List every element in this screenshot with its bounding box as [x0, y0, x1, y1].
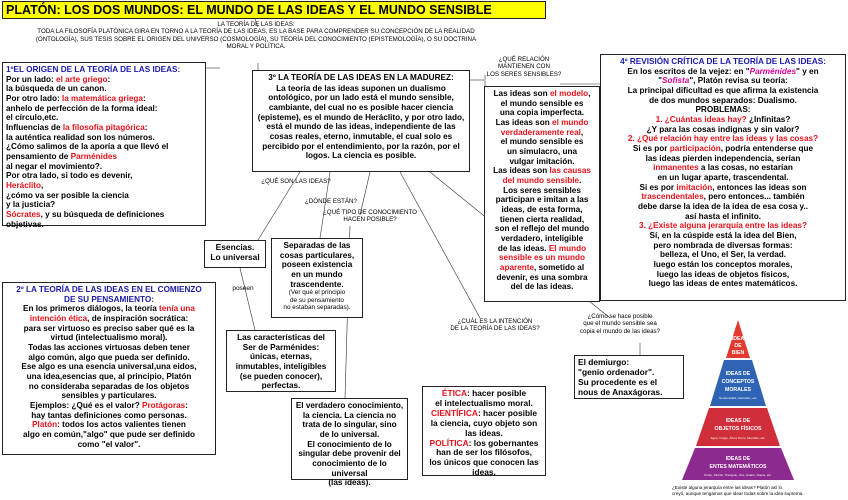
- text-line: Las ideas son: [493, 89, 550, 98]
- text-line: Parménides: [70, 152, 118, 162]
- text-line: a las cosas, no estarían: [698, 163, 793, 173]
- origen-line: y la justicia?: [6, 200, 56, 210]
- text-line: intención ética: [29, 314, 88, 324]
- text-line: Si es por: [639, 182, 677, 192]
- text-line: pensamiento de: [6, 152, 71, 162]
- text-line: el mundo: [552, 118, 589, 128]
- text-line: El mundo: [548, 243, 587, 253]
- text-line: Su procedente es el: [578, 376, 658, 387]
- pyramid-text: MORALES: [725, 387, 751, 393]
- text-line: Separadas de las: [283, 241, 351, 250]
- demiurgo-box: [574, 355, 684, 399]
- text-line: Sofista: [662, 76, 690, 86]
- text-line: , entonces las ideas son: [712, 182, 807, 192]
- madurez-body: La teoría de las ideas suponen un dualismo ontológico, por un lado está el mundo sensible, cambiante, del cual no es posible hacer ciencia (episteme), es el mundo de Heráclito, y por otro lado, está el mundo de las ideas, independiente de las cosas reales, eterno, inmutable, el cual solo es percibido por el entendimiento, por la razón, por el logos. La ciencia es posible.: [257, 83, 465, 161]
- text-line: : hacer posible: [477, 407, 538, 418]
- text-line: " y en: [796, 66, 819, 76]
- pyramid-text: Generosidad, Honradez, etc.: [718, 396, 758, 400]
- text-line: sensible es un mundo: [499, 253, 585, 263]
- text-line: Esencias.: [215, 242, 255, 252]
- text-line: 2º LA TEORÍA DE LAS IDEAS EN EL COMIENZO: [16, 285, 202, 294]
- text-line: trascendente.: [290, 279, 344, 289]
- text-line: Platón: [32, 420, 58, 430]
- pyramid-caption: creyó, aunque tengamos que idear todas sobre la idea suprema.: [672, 491, 804, 496]
- madurez-heading: 3º LA TEORÍA DE LAS IDEAS EN LA MADUREZ:: [268, 73, 454, 82]
- text-line: ¿Infinitas?: [746, 115, 791, 125]
- pyramid-text: BIEN: [731, 350, 745, 356]
- text-line: ¿CUÁL ES LA INTENCIÓN: [457, 318, 533, 325]
- text-line: 2. ¿Qué relación hay entre las ideas y las cosas?: [627, 134, 819, 144]
- text-line: :: [144, 123, 148, 133]
- text-line: copia el mundo de las ideas?: [579, 327, 661, 335]
- origen-line: [6, 181, 202, 191]
- origen-line: [6, 152, 202, 162]
- text-line: en un lugar aparte, trascendental.: [657, 173, 789, 183]
- text-line: ,: [580, 127, 584, 137]
- esencias-box: [204, 240, 266, 268]
- text-line: luego las ideas de entes matemáticos.: [648, 279, 798, 289]
- text-line: ,: [41, 181, 44, 191]
- note-intencion: [440, 318, 550, 333]
- text-line: LOS SERES SENSIBLES?: [486, 70, 562, 78]
- text-line: ,: [588, 89, 591, 98]
- text-line: : los gobernantes: [468, 437, 539, 448]
- pyramid-text: IDEAS DE: [725, 418, 751, 424]
- text-line: En los escritos de la vejez: en ": [627, 66, 750, 76]
- text-line: virtud (intelectualismo moral).: [50, 333, 168, 343]
- text-line: "genio ordenador".: [578, 366, 655, 377]
- text-line: ¿QUÉ TIPO DE CONOCIMIENTO: [323, 209, 417, 216]
- comienzo-box: [2, 282, 216, 455]
- text-line: para ser virtuoso es preciso saber qué es la: [23, 323, 195, 333]
- note-que-son: ¿QUÉ SON LAS IDEAS?: [261, 178, 331, 185]
- text-line: así hasta el infinito.: [685, 211, 761, 221]
- text-line: Ser de Parménides:: [242, 342, 320, 352]
- origen-line: el círculo,etc.: [6, 113, 59, 123]
- origen-line: Por otra lado, si todo es devenir,: [6, 171, 133, 181]
- madurez-box: [252, 70, 470, 172]
- text-line: ideas, de esta forma,: [501, 205, 583, 215]
- text-line: los únicos que conocen las: [429, 457, 539, 468]
- text-line: Por otro lado:: [6, 94, 62, 104]
- separadas-box: [271, 238, 363, 318]
- origen-line: [6, 210, 202, 229]
- text-line: no consideraba separadas de los objetos: [28, 381, 190, 391]
- text-line: , pero entonces... también: [703, 192, 805, 202]
- text-line: El demiurgo:: [578, 357, 630, 367]
- text-line: Los seres sensibles: [503, 185, 581, 195]
- text-line: luego están los conceptos morales,: [653, 260, 793, 270]
- text-line: las causas: [549, 166, 591, 176]
- text-line: (las ideas).: [328, 478, 371, 488]
- intro-line-2: TODA LA FILOSOFÍA PLATÓNICA GIRA EN TORNO A LA TEORÍA DE LAS IDEAS, ES LA BASE PARA COMPRENDER SU CONCEPCIÓN DE LA REALIDAD: [37, 28, 475, 36]
- text-line: la filosofía pitagórica: [62, 123, 145, 133]
- text-line: Por un lado:: [6, 74, 57, 84]
- text-line: , podría entenderse que: [720, 144, 814, 154]
- text-line: inmanentes: [653, 163, 699, 173]
- text-line: imitación: [676, 182, 713, 192]
- text-line: En los primeros diálogos, la teoría: [23, 304, 160, 314]
- text-line: pero nombrada de diversas formas:: [653, 240, 793, 250]
- text-line: que el mundo sensible sea: [583, 320, 657, 328]
- text-line: El conocimiento de lo: [307, 439, 392, 449]
- pyramid-text: Punto, Circulo, Triángulo, Uno, Cuatro, Nueve, etc.: [704, 473, 772, 477]
- text-line: no estaban separadas).: [283, 304, 351, 312]
- note-donde: ¿DÓNDE ESTÁN?: [305, 198, 357, 205]
- text-line: cosas particulares,: [279, 250, 355, 260]
- text-line: verdadero, inteligible: [500, 234, 584, 244]
- text-line: : todos los actos valientes tienen: [57, 420, 186, 430]
- caracteristicas-box: [226, 330, 336, 392]
- text-line: 1. ¿Cuántas ideas hay?: [655, 115, 747, 125]
- origen-line: ¿Cómo salimos de la aporía a que llevó el: [6, 142, 169, 152]
- text-line: singular debe provenir del: [298, 449, 401, 459]
- text-line: Influencias de: [6, 123, 63, 133]
- text-line: HACEN POSIBLE?: [343, 216, 397, 224]
- text-line: 3. ¿Existe alguna jerarquía entre las ideas?: [639, 221, 807, 231]
- text-line: la ciencia, cuyo objeto son: [430, 417, 538, 428]
- text-line: han de ser los filósofos,: [436, 447, 532, 458]
- text-line: ": [658, 76, 663, 86]
- text-line: una copia imperfecta.: [499, 108, 585, 118]
- conocimiento-box: [291, 398, 408, 488]
- text-line: , sometido al: [534, 263, 585, 273]
- origen-line: [6, 123, 202, 133]
- text-line: DE LA TEORÍA DE LAS IDEAS?: [450, 325, 540, 333]
- text-line: nous de Anaxágoras.: [578, 386, 663, 397]
- pyramid-caption: ¿Existe alguna jerarquía entre las ideas? Platón así lo: [672, 485, 783, 490]
- text-line: MANTIENEN CON: [498, 63, 550, 71]
- text-line: ideas.: [472, 467, 496, 478]
- text-line: tienen cierta realidad,: [499, 214, 585, 224]
- text-line: de dos mundos separados: Dualismo.: [649, 95, 797, 105]
- text-line: , de inspiración socrática:: [87, 314, 189, 324]
- text-line: CIENTÍFICA: [430, 407, 478, 418]
- text-line: :: [142, 94, 146, 104]
- text-line: Parménides: [749, 66, 797, 76]
- text-line: las ideas.: [465, 427, 503, 438]
- text-line: vulgar imitación.: [509, 156, 575, 166]
- text-line: , y su búsqueda de definiciones objetivas.: [6, 210, 165, 229]
- text-line: únicas, eternas,: [250, 352, 312, 362]
- text-line: ", Platón revisa su teoría:: [689, 76, 788, 86]
- text-line: Lo universal: [210, 251, 260, 262]
- text-line: devenir, es una sombra: [496, 272, 588, 282]
- origen-line: al negar el movimiento?.: [6, 161, 102, 171]
- intro-line-1: LA TEORÍA DE LAS IDEAS:: [217, 21, 295, 28]
- origen-heading: 1ºEL ORIGEN DE LA TEORÍA DE LAS IDEAS:: [6, 65, 181, 74]
- text-line: Sócrates: [6, 210, 41, 220]
- text-line: :: [107, 74, 111, 84]
- text-line: DE SU PENSAMIENTO:: [64, 294, 154, 304]
- text-line: Heráclito: [6, 181, 42, 191]
- origen-line: [6, 94, 202, 104]
- origen-line: la búsqueda de un canon.: [6, 84, 107, 94]
- text-line: de lo universal.: [319, 430, 380, 440]
- text-line: POLÍTICA: [429, 437, 469, 448]
- origen-line: [6, 75, 202, 85]
- pyramid-text: DE: [734, 343, 742, 349]
- text-line: aparente: [499, 263, 535, 273]
- pyramid-text: Agua, Fuego, Árbol, Perro, Montaña, etc.: [710, 436, 766, 440]
- text-line: de su pensamiento: [289, 296, 344, 304]
- intencion-box: [422, 386, 546, 476]
- text-line: ¿Y para las cosas indignas y sin valor?: [646, 124, 800, 134]
- text-line: trata de lo singular, sino: [302, 420, 397, 430]
- pyramid-text: ENTES MATEMÁTICOS: [709, 464, 767, 470]
- origen-line: ¿cómo va ser posible la ciencia: [6, 190, 129, 200]
- text-line: conocimiento de lo universal: [312, 459, 387, 478]
- text-line: Las características del: [237, 333, 325, 342]
- intro-line-4: MORAL Y POLÍTICA.: [226, 43, 286, 51]
- intro-line-3: (ONTOLOGÍA), SUS TESIS SOBRE EL ORIGEN DEL UNIVERSO (COSMOLOGÍA), SU TEORÍA DEL CONOCIMIENTO (EPISTEMOLOGÍA), O SU DOCTRINA: [35, 35, 477, 43]
- pyramid-text: OBJETOS FÍSICOS: [714, 426, 762, 432]
- pyramid-text: IDEA: [731, 336, 745, 342]
- text-line: debe darse la idea de la idea de esa cosa y..: [637, 202, 809, 212]
- text-line: Todas las acciones virtuosas deben tener: [28, 343, 190, 353]
- text-line: belleza, el Uno, el Ser, la verdad.: [659, 250, 787, 260]
- text-line: del mundo sensible: [502, 176, 580, 186]
- text-line: la matemática griega: [61, 94, 143, 104]
- text-line: ¿QUÉ RELACIÓN: [498, 56, 550, 63]
- text-line: Protágoras: [141, 401, 186, 411]
- text-line: trascendentales: [641, 192, 704, 202]
- text-line: el intelectualismo moral.: [435, 397, 533, 408]
- text-line: algo en común,"algo" que pude ser definido: [23, 430, 195, 440]
- relacion-box: [484, 86, 600, 302]
- text-line: tenía una: [159, 304, 195, 314]
- note-posible: [570, 313, 670, 335]
- text-line: Sí, en la cúspide está la idea del Bien,: [649, 231, 797, 241]
- ideas-pyramid: [670, 318, 845, 498]
- text-line: del de las ideas.: [510, 282, 574, 292]
- text-line: Las ideas son: [495, 118, 553, 128]
- text-line: .: [579, 176, 582, 186]
- text-line: El verdadero conocimiento,: [295, 401, 404, 410]
- text-line: la ciencia. La ciencia no: [302, 410, 397, 420]
- text-line: como "el valor".: [77, 439, 141, 449]
- text-line: un simulacro, una: [506, 147, 578, 157]
- text-line: Si es por: [632, 144, 670, 154]
- text-line: Ejemplos: ¿Qué es el valor?: [30, 401, 142, 411]
- text-line: perfectas.: [261, 381, 301, 391]
- text-line: en un mundo: [291, 270, 343, 280]
- intro-note: [6, 21, 506, 51]
- text-line: : hacer posible: [467, 388, 527, 398]
- pyramid-text: IDEAS DE: [725, 371, 751, 377]
- origen-line: anhelo de perfección de la forma ideal:: [6, 103, 158, 113]
- relacion-note: [484, 56, 564, 78]
- text-line: (Ver qué el principio: [288, 289, 346, 297]
- text-line: ÉTICA: [441, 388, 467, 398]
- text-line: el modelo: [549, 89, 589, 98]
- page-title: PLATÓN: LOS DOS MUNDOS: EL MUNDO DE LAS IDEAS Y EL MUNDO SENSIBLE: [2, 1, 546, 19]
- text-line: sensibles y particulares.: [61, 391, 157, 401]
- text-line: verdaderamente real: [500, 127, 581, 137]
- pyramid-text: CONCEPTOS: [721, 379, 755, 385]
- origen-box: [2, 62, 206, 229]
- text-line: Las ideas son: [493, 166, 550, 176]
- text-line: el arte griego: [56, 74, 108, 84]
- text-line: una idea,esencias que, al principio, Platón: [26, 372, 192, 382]
- text-line: participan e imitan a las: [495, 195, 589, 205]
- revision-heading: 4º REVISIÓN CRÍTICA DE LA TEORÍA DE LAS IDEAS:: [620, 57, 826, 66]
- text-line: hay tantas definiciones como personas.: [31, 410, 187, 420]
- text-line: participación: [669, 144, 721, 154]
- text-line: las ideas pierden independencia, serían: [645, 153, 801, 163]
- text-line: el mundo sensible es: [500, 98, 584, 108]
- text-line: luego las ideas de objetos físicos,: [656, 269, 790, 279]
- text-line: ¿Cómo se hace posible: [587, 313, 653, 320]
- text-line: algo común, algo que pueda ser definido.: [28, 352, 190, 362]
- text-line: el mundo sensible es: [500, 137, 584, 147]
- note-tipo: [320, 209, 420, 224]
- text-line: Ese algo es una esencia universal,una eidos,: [21, 362, 197, 372]
- note-poseen: poseen: [232, 285, 254, 292]
- text-line: poseen existencia: [281, 260, 353, 270]
- text-line: (se pueden conocer),: [239, 371, 323, 381]
- pyramid-text: IDEAS DE: [725, 456, 751, 462]
- text-line: La principal dificultad es que afirma la existencia: [627, 86, 819, 96]
- text-line: :: [185, 401, 188, 411]
- text-line: son el reflejo del mundo: [494, 224, 590, 234]
- revision-box: [600, 54, 846, 301]
- text-line: inmutables, inteligibles: [235, 362, 327, 372]
- text-line: PROBLEMAS:: [695, 105, 751, 115]
- origen-line: la auténtica realidad son los números.: [6, 132, 155, 142]
- text-line: de las ideas.: [497, 243, 549, 253]
